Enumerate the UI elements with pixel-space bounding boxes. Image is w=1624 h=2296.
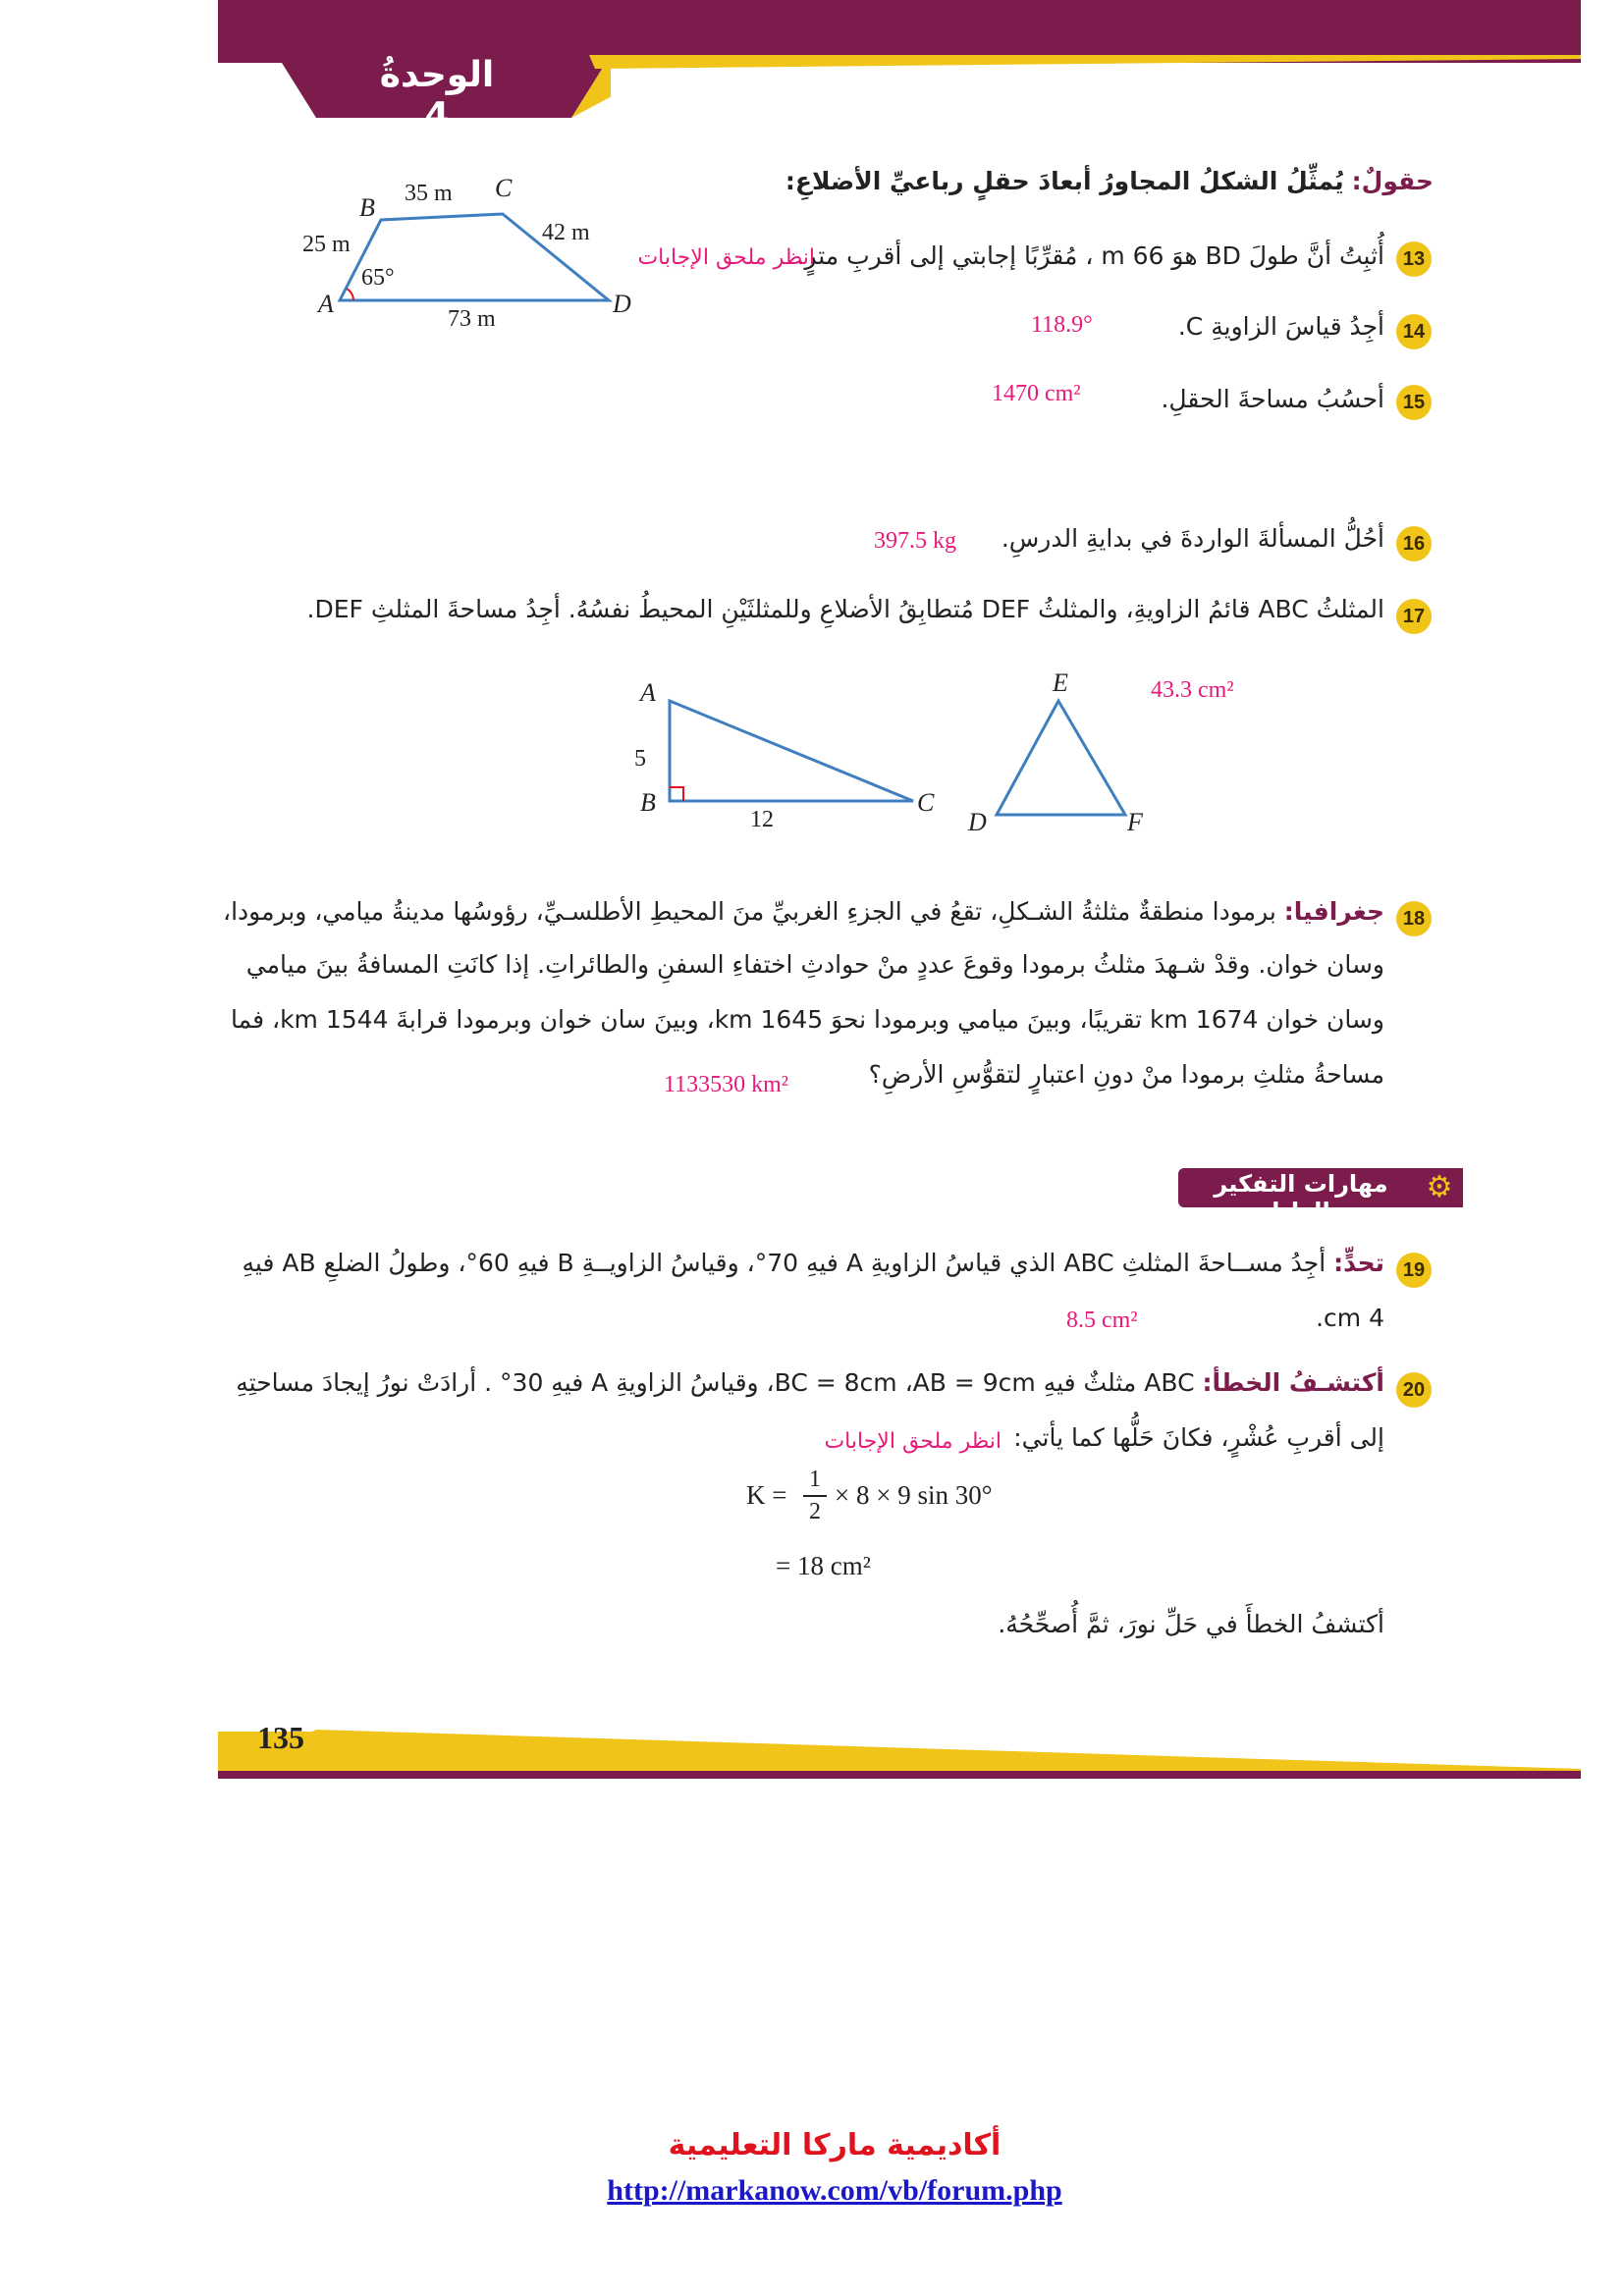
page-number: 135 — [257, 1720, 304, 1755]
question-14-text: أجِدُ قياسَ الزاويةِ C. — [1177, 312, 1384, 341]
forum-link[interactable]: http://markanow.com/vb/forum.php — [607, 2174, 1062, 2207]
question-13-text: أُثبِتُ أنَّ طولَ BD هوَ 66 m ، مُقرِّبًا إجابتي إلى أقربِ مترٍ. — [796, 241, 1384, 270]
answer-16: 397.5 kg — [874, 528, 956, 554]
skills-title: مهارات التفكير العليا — [1214, 1170, 1388, 1225]
question-number: 17 — [1396, 599, 1432, 634]
gears-icon: ⚙ — [1426, 1170, 1453, 1204]
question-20-line-1 — [236, 1368, 1384, 1404]
vertex-E: E — [1053, 668, 1068, 697]
vertex-A: A — [640, 678, 656, 707]
question-19-line-1 — [242, 1249, 1384, 1284]
equation-result: = 18 cm² — [776, 1551, 871, 1580]
unit-label: الوحدةُ 4 — [379, 55, 495, 135]
vertex-C: C — [495, 174, 513, 202]
question-19-line-2: 4 cm. — [1316, 1304, 1384, 1332]
vertex-A: A — [318, 290, 334, 318]
triangles-figure — [619, 667, 1168, 844]
vertex-F: F — [1127, 808, 1143, 836]
side-BC: 12 — [750, 807, 774, 832]
section-intro — [785, 167, 1434, 202]
header-band — [218, 0, 1581, 63]
fraction-denominator: 2 — [809, 1499, 821, 1524]
answer-19: 8.5 cm² — [1066, 1308, 1138, 1333]
equation-rhs: × 8 × 9 sin 30° — [835, 1480, 993, 1510]
answer-15: 1470 cm² — [992, 381, 1081, 406]
question-16-text: أحُلُّ المسألةَ الواردةَ في بدايةِ الدرسِ. — [1001, 524, 1384, 553]
vertex-B: B — [359, 193, 375, 222]
quadrilateral-figure — [295, 167, 648, 334]
question-17-text: المثلثُ ABC قائمُ الزاويةِ، والمثلثُ DEF مُتطابِقُ الأضلاعِ وللمثلثَيْنِ المحيطُ نفسُهُ. أجِدُ مساحةَ المثلثِ DEF. — [306, 595, 1384, 623]
angle-A: 65° — [361, 265, 395, 291]
question-18-line-4: مساحةُ مثلثِ برمودا منْ دونِ اعتبارٍ لتقوُّسِ الأرضِ؟ — [868, 1060, 1384, 1089]
fraction-half — [803, 1467, 827, 1535]
question-20-text: ABC مثلثٌ فيهِ BC = 8cm ،AB = 9cm، وقياسُ الزاويةِ A فيهِ 30° . أرادَتْ نورُ إيجادَ مساحتِهِ — [236, 1368, 1195, 1397]
fraction-bar — [803, 1495, 827, 1497]
answer-20: انظر ملحق الإجابات — [824, 1429, 1001, 1454]
question-18-line-1 — [223, 897, 1384, 933]
answer-17: 43.3 cm² — [1151, 677, 1234, 703]
section-text: يُمثِّلُ الشكلُ المجاورُ أبعادَ حقلٍ رباعيِّ الأضلاعِ: — [785, 167, 1344, 195]
footer-line — [218, 1771, 1581, 1779]
question-19-label: تحدٍّ: — [1333, 1249, 1384, 1277]
question-15-text: أحسُبُ مساحةَ الحقلِ. — [1161, 385, 1384, 413]
answer-18: 1133530 km² — [664, 1072, 788, 1097]
question-number: 15 — [1396, 385, 1432, 420]
question-number: 16 — [1396, 526, 1432, 561]
vertex-B: B — [640, 788, 656, 817]
vertex-C: C — [917, 788, 935, 817]
side-AB: 25 m — [302, 232, 351, 257]
question-18-line-3: وسان خوان 1674 km تقريبًا، وبينَ ميامي وبرمودا نحوَ 1645 km، وبينَ سان خوان وبرمودا قرابةَ 1544 km، فما — [231, 1005, 1384, 1034]
question-18-text: برمودا منطقةٌ مثلثةُ الشـكلِ، تقعُ في الجزءِ الغربيِّ منَ المحيطِ الأطلسـيِّ، رؤوسُها مدينةُ ميامي، وبرمودا، — [223, 897, 1276, 926]
question-19-text: أجِدُ مســاحةَ المثلثِ ABC الذي قياسُ الزاويةِ A فيهِ 70°، وقياسُ الزاويــةِ B فيهِ 60°، وطولُ الضلعِ AB فيهِ — [242, 1249, 1326, 1277]
side-AB: 5 — [634, 746, 646, 772]
question-number: 20 — [1396, 1372, 1432, 1408]
vertex-D: D — [968, 808, 987, 836]
question-number: 13 — [1396, 241, 1432, 277]
section-label: حقولٌ: — [1351, 167, 1434, 195]
side-BC: 35 m — [405, 181, 453, 206]
question-number: 19 — [1396, 1253, 1432, 1288]
side-CD: 42 m — [542, 220, 590, 245]
credit-text: أكاديمية ماركا التعليمية — [668, 2128, 1001, 2163]
question-20-label: أكتشـفُ الخطأ: — [1202, 1368, 1384, 1397]
vertex-D: D — [613, 290, 631, 318]
fraction-numerator: 1 — [809, 1467, 821, 1492]
question-number: 18 — [1396, 901, 1432, 936]
header-yellow-strip — [589, 55, 1581, 69]
question-18-line-2: وسان خوان. وقدْ شـهدَ مثلثُ برمودا وقوعَ عددٍ منْ حوادثِ اختفاءِ السفنِ والطائراتِ. إذا كانَتِ المسافةُ بينَ ميامي — [245, 950, 1384, 979]
question-number: 14 — [1396, 314, 1432, 349]
question-20-line-2: إلى أقربِ عُشْرٍ، فكانَ حَلُّها كما يأتي: — [1013, 1423, 1384, 1452]
question-20-closing: أكتشفُ الخطأَ في حَلِّ نورَ، ثمَّ أُصحِّحُهُ. — [998, 1610, 1384, 1638]
equation-lhs: K = — [746, 1480, 787, 1510]
footer-yellow-wedge — [218, 1710, 1581, 1773]
answer-14: 118.9° — [1031, 312, 1093, 338]
question-18-label: جغرافيا: — [1283, 897, 1384, 926]
side-AD: 73 m — [448, 306, 496, 332]
answer-13: انظر ملحق الإجابات — [637, 245, 815, 270]
